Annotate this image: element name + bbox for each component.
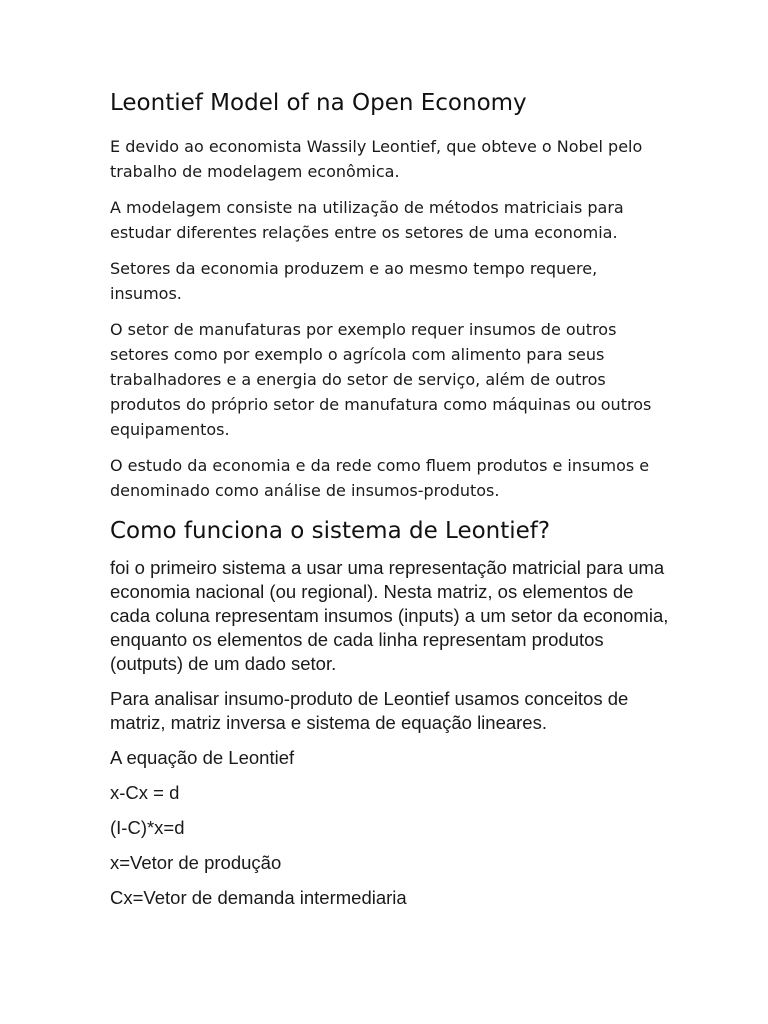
definition-intermediate-demand: Cx=Vetor de demanda intermediaria: [110, 887, 407, 908]
equation-line-1: x-Cx = d: [110, 782, 180, 803]
equation-line-2: (I-C)*x=d: [110, 817, 185, 838]
paragraph-estudo: O estudo da economia e da rede como fluem produtos e insumos e denominado como análise de insumos-produtos.: [110, 456, 650, 500]
paragraph-matricial: foi o primeiro sistema a usar uma representação matricial para uma economia nacional (ou regional). Nesta matriz, os elementos de cada coluna representam insumos (inputs) a um setor da economia, enquanto os elementos de cada linha representam produtos (outputs) de um dado setor.: [110, 557, 669, 674]
equation-label: A equação de Leontief: [110, 747, 295, 768]
definition-production-vector: x=Vetor de produção: [110, 852, 282, 873]
document-page: [110, 86, 670, 921]
paragraph-modelagem: A modelagem consiste na utilização de métodos matriciais para estudar diferentes relações entre os setores de uma economia.: [110, 198, 624, 242]
section-heading: Como funciona o sistema de Leontief?: [110, 518, 551, 544]
paragraph-manufaturas: O setor de manufaturas por exemplo requer insumos de outros setores como por exemplo o agrícola com alimento para seus trabalhadores e a energia do setor de serviço, além de outros produtos do próprio setor de manufatura como máquinas ou outros equipamentos.: [110, 320, 652, 439]
paragraph-setores: Setores da economia produzem e ao mesmo tempo requere, insumos.: [110, 259, 598, 303]
document-title: Leontief Model of na Open Economy: [110, 90, 527, 116]
paragraph-nobel: E devido ao economista Wassily Leontief, que obteve o Nobel pelo trabalho de modelagem econômica.: [110, 137, 643, 181]
paragraph-analisar: Para analisar insumo-produto de Leontief usamos conceitos de matriz, matriz inversa e sistema de equação lineares.: [110, 688, 629, 733]
